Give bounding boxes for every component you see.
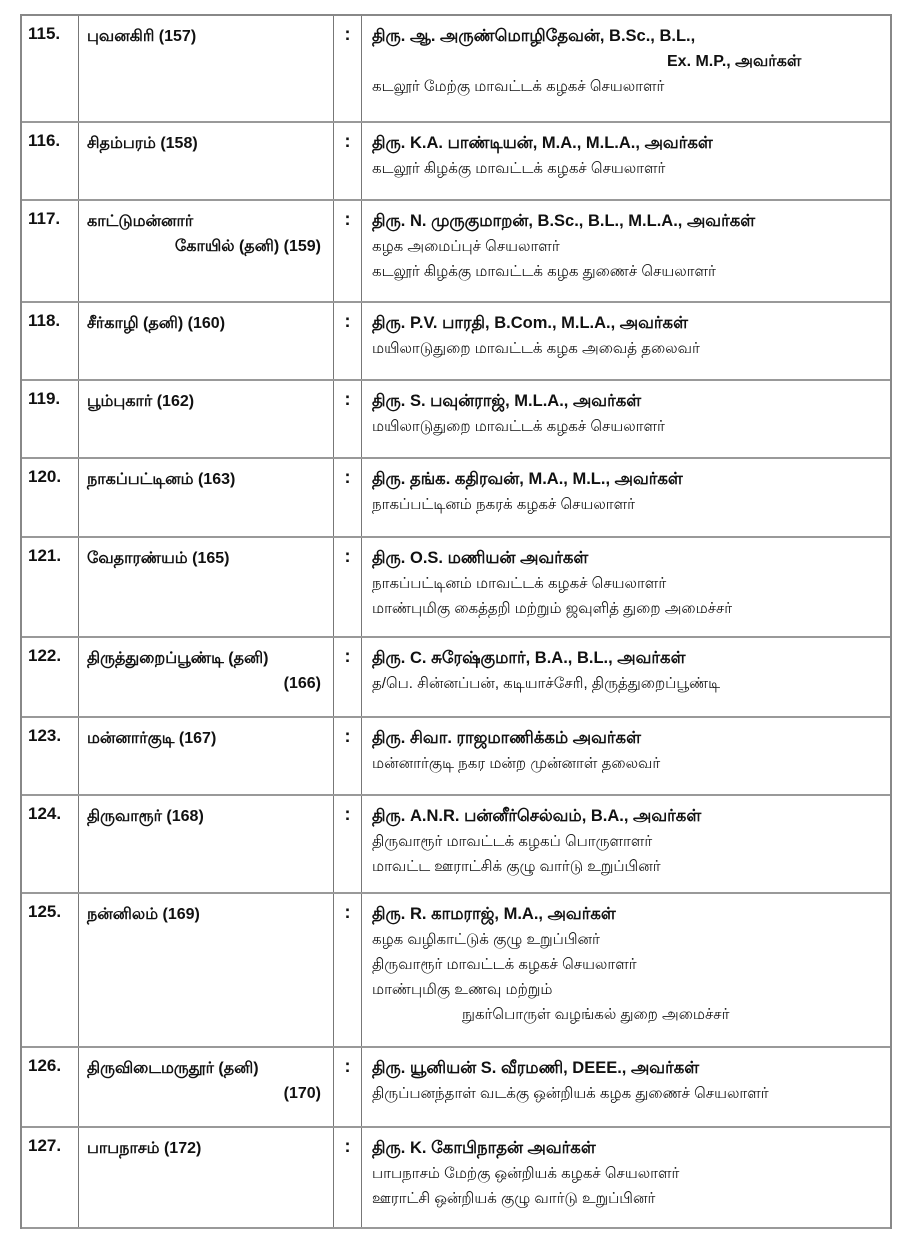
candidate-detail-line: நாகப்பட்டினம் நகரக் கழகச் செயலாளர் xyxy=(372,496,636,513)
constituency-line: திருவிடைமருதூர் (தனி) xyxy=(87,1060,259,1077)
constituency-line: சிதம்பரம் (158) xyxy=(87,135,198,152)
table-row xyxy=(22,303,890,381)
candidate-table xyxy=(20,14,892,1229)
separator-colon: : xyxy=(334,718,362,794)
constituency-line: பூம்புகார் (162) xyxy=(87,393,195,410)
candidate-detail-line: மாண்புமிகு கைத்தறி மற்றும் ஜவுளித் துறை அமைச்சர் xyxy=(372,600,733,617)
constituency-cell xyxy=(79,718,334,794)
constituency-cell xyxy=(79,796,334,892)
row-number: 117. xyxy=(22,201,79,301)
constituency-line: கோயில் (தனி) (159) xyxy=(174,238,321,255)
row-number: 123. xyxy=(22,718,79,794)
candidate-detail-line: திருவாரூர் மாவட்டக் கழகப் பொருளாளர் xyxy=(372,833,653,850)
row-number: 120. xyxy=(22,459,79,536)
table-row xyxy=(22,718,890,796)
candidate-detail-line: பாபநாசம் மேற்கு ஒன்றியக் கழகச் செயலாளர் xyxy=(372,1165,680,1182)
row-number: 118. xyxy=(22,303,79,379)
candidate-detail-line: நாகப்பட்டினம் மாவட்டக் கழகச் செயலாளர் xyxy=(372,575,667,592)
constituency-cell xyxy=(79,16,334,121)
constituency-cell xyxy=(79,1128,334,1227)
separator-colon: : xyxy=(334,894,362,1046)
constituency-line: திருவாரூர் (168) xyxy=(87,808,204,825)
table-row xyxy=(22,894,890,1048)
constituency-line: சீர்காழி (தனி) (160) xyxy=(87,315,226,332)
constituency-cell xyxy=(79,1048,334,1126)
constituency-cell xyxy=(79,303,334,379)
row-number: 125. xyxy=(22,894,79,1046)
table-row xyxy=(22,638,890,718)
candidate-name: திரு. S. பவுன்ராஜ், M.L.A., அவர்கள் xyxy=(372,392,642,410)
constituency-line: நன்னிலம் (169) xyxy=(87,906,200,923)
constituency-cell xyxy=(79,123,334,199)
candidate-detail-line: கழக அமைப்புச் செயலாளர் xyxy=(372,238,560,255)
table-row xyxy=(22,1048,890,1128)
table-row xyxy=(22,16,890,123)
candidate-detail-line: திருவாரூர் மாவட்டக் கழகச் செயலாளர் xyxy=(372,956,637,973)
row-number: 119. xyxy=(22,381,79,457)
candidate-details-cell xyxy=(362,459,890,536)
candidate-name: திரு. R. காமராஜ், M.A., அவர்கள் xyxy=(372,905,616,923)
separator-colon: : xyxy=(334,201,362,301)
constituency-cell xyxy=(79,381,334,457)
candidate-detail-line: கடலூர் கிழக்கு மாவட்டக் கழக துணைச் செயலாளர் xyxy=(372,263,716,280)
separator-colon: : xyxy=(334,123,362,199)
constituency-line: (170) xyxy=(283,1085,321,1102)
candidate-details-cell xyxy=(362,303,890,379)
candidate-detail-line: மாவட்ட ஊராட்சிக் குழு வார்டு உறுப்பினர் xyxy=(372,858,661,875)
candidate-detail-line: திருப்பனந்தாள் வடக்கு ஒன்றியக் கழக துணைச் செயலாளர் xyxy=(372,1085,769,1102)
separator-colon: : xyxy=(334,381,362,457)
constituency-cell xyxy=(79,894,334,1046)
candidate-name: திரு. K. கோபிநாதன் அவர்கள் xyxy=(372,1139,596,1157)
candidate-details-cell xyxy=(362,1128,890,1227)
candidate-details-cell xyxy=(362,16,890,121)
table-row xyxy=(22,201,890,303)
candidate-name: திரு. N. முருகுமாறன், B.Sc., B.L., M.L.A., அவர்கள் xyxy=(372,212,756,230)
candidate-detail-line: மாண்புமிகு உணவு மற்றும் xyxy=(372,981,553,998)
row-number: 116. xyxy=(22,123,79,199)
constituency-cell xyxy=(79,538,334,636)
candidate-name: திரு. A.N.R. பன்னீர்செல்வம், B.A., அவர்கள் xyxy=(372,807,702,825)
candidate-detail-line: மன்னார்குடி நகர மன்ற முன்னாள் தலைவர் xyxy=(372,755,661,772)
row-number: 122. xyxy=(22,638,79,716)
separator-colon: : xyxy=(334,538,362,636)
candidate-name: திரு. ஆ. அருண்மொழிதேவன், B.Sc., B.L., xyxy=(372,27,696,45)
separator-colon: : xyxy=(334,459,362,536)
candidate-details-cell xyxy=(362,638,890,716)
table-row xyxy=(22,381,890,459)
candidate-detail-line: மயிலாடுதுறை மாவட்டக் கழக அவைத் தலைவர் xyxy=(372,340,700,357)
row-number: 121. xyxy=(22,538,79,636)
candidate-details-cell xyxy=(362,718,890,794)
candidate-details-cell xyxy=(362,381,890,457)
constituency-cell xyxy=(79,459,334,536)
candidate-details-cell xyxy=(362,1048,890,1126)
candidate-details-cell xyxy=(362,201,890,301)
row-number: 124. xyxy=(22,796,79,892)
table-row xyxy=(22,459,890,538)
table-row xyxy=(22,1128,890,1229)
candidate-details-cell xyxy=(362,894,890,1046)
table-row xyxy=(22,538,890,638)
candidate-details-cell xyxy=(362,123,890,199)
candidate-name: திரு. தங்க. கதிரவன், M.A., M.L., அவர்கள் xyxy=(372,470,683,488)
candidate-name: திரு. சிவா. ராஜமாணிக்கம் அவர்கள் xyxy=(372,729,641,747)
table-row xyxy=(22,796,890,894)
constituency-cell xyxy=(79,201,334,301)
constituency-line: திருத்துறைப்பூண்டி (தனி) xyxy=(87,650,269,667)
table-row xyxy=(22,123,890,201)
separator-colon: : xyxy=(334,1128,362,1227)
separator-colon: : xyxy=(334,303,362,379)
separator-colon: : xyxy=(334,1048,362,1126)
candidate-detail-line: ஊராட்சி ஒன்றியக் குழு வார்டு உறுப்பினர் xyxy=(372,1190,656,1207)
candidate-detail-line: மயிலாடுதுறை மாவட்டக் கழகச் செயலாளர் xyxy=(372,418,665,435)
row-number: 126. xyxy=(22,1048,79,1126)
candidate-name: திரு. யூனியன் S. வீரமணி, DEEE., அவர்கள் xyxy=(372,1059,700,1077)
constituency-line: புவனகிரி (157) xyxy=(87,28,197,45)
row-number: 127. xyxy=(22,1128,79,1227)
candidate-details-cell xyxy=(362,796,890,892)
constituency-line: மன்னார்குடி (167) xyxy=(87,730,217,747)
constituency-line: (166) xyxy=(283,675,321,692)
candidate-detail-line: த/பெ. சின்னப்பன், கடியாச்சேரி, திருத்துறைப்பூண்டி xyxy=(372,675,721,692)
candidate-detail-line: கடலூர் மேற்கு மாவட்டக் கழகச் செயலாளர் xyxy=(372,78,665,95)
candidate-name: திரு. P.V. பாரதி, B.Com., M.L.A., அவர்கள் xyxy=(372,314,688,332)
candidate-detail-line: நுகர்பொருள் வழங்கல் துறை அமைச்சர் xyxy=(462,1006,730,1023)
constituency-cell xyxy=(79,638,334,716)
candidate-name: திரு. O.S. மணியன் அவர்கள் xyxy=(372,549,589,567)
candidate-detail-line: கடலூர் கிழக்கு மாவட்டக் கழகச் செயலாளர் xyxy=(372,160,666,177)
candidate-name: திரு. C. சுரேஷ்குமார், B.A., B.L., அவர்கள் xyxy=(372,649,686,667)
candidate-name: திரு. K.A. பாண்டியன், M.A., M.L.A., அவர்கள் xyxy=(372,134,713,152)
constituency-line: வேதாரண்யம் (165) xyxy=(87,550,230,567)
row-number: 115. xyxy=(22,16,79,121)
candidate-detail-line: கழக வழிகாட்டுக் குழு உறுப்பினர் xyxy=(372,931,600,948)
constituency-line: பாபநாசம் (172) xyxy=(87,1140,202,1157)
separator-colon: : xyxy=(334,16,362,121)
constituency-line: காட்டுமன்னார் xyxy=(87,213,194,230)
candidate-details-cell xyxy=(362,538,890,636)
constituency-line: நாகப்பட்டினம் (163) xyxy=(87,471,236,488)
separator-colon: : xyxy=(334,796,362,892)
candidate-detail-line: Ex. M.P., அவர்கள் xyxy=(667,53,802,70)
separator-colon: : xyxy=(334,638,362,716)
